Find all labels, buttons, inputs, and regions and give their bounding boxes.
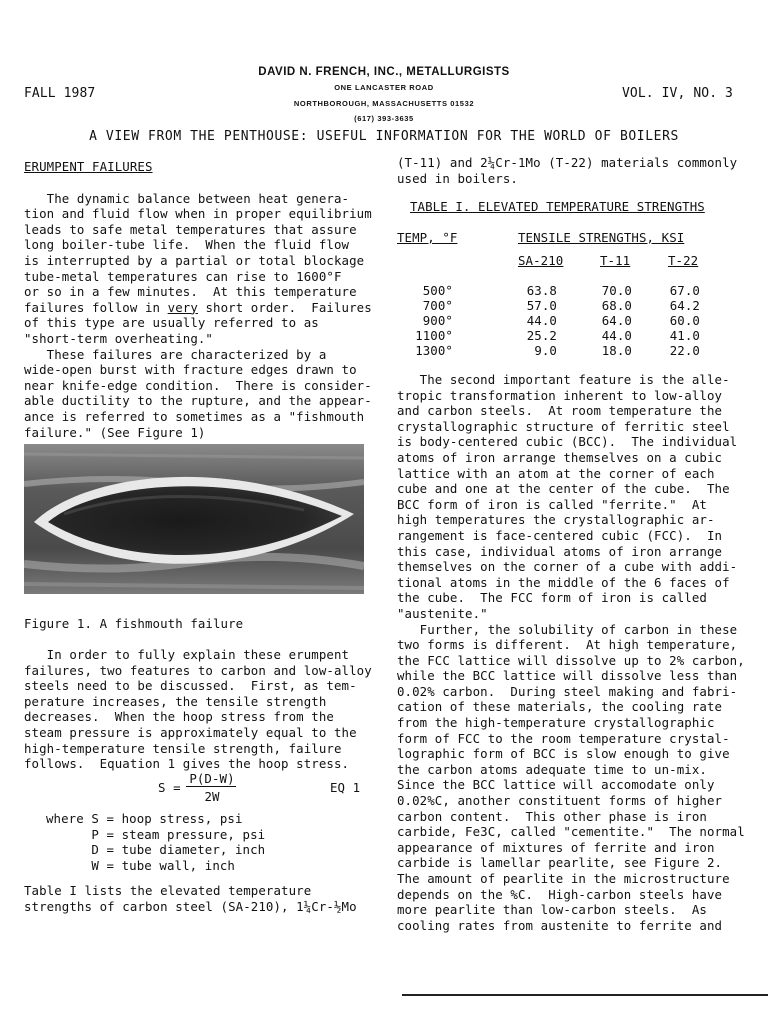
text-line: failure." (See Figure 1) [24,424,206,440]
table-cell: 64.2 [669,298,700,313]
table-title: TABLE I. ELEVATED TEMPERATURE STRENGTHS [410,199,705,214]
text-line: 0.02%C, another constituent forms of higher [397,793,723,809]
equation-lhs: S = [158,780,181,795]
table-cell: 41.0 [669,328,700,343]
left-column-lower [24,647,374,772]
table-cell: 64.0 [601,313,632,328]
text-line: form of FCC to the room temperature crystal- [397,730,730,746]
text-line: leads to safe metal temperatures that assure [24,221,357,237]
right-column-body [397,372,768,933]
table-cell: 68.0 [601,298,632,313]
text-line: while the BCC lattice will dissolve less than [397,668,738,684]
fishmouth-failure-image [24,444,364,594]
text-line: cube and one at the center of the cube. The [397,481,730,497]
equation-label: EQ 1 [330,780,361,795]
text-line: able ductility to the rupture, and the appear- [24,393,372,409]
phone-number: (617) 393-3635 [354,114,414,123]
table-header-group: TENSILE STRENGTHS, KSI [518,230,685,245]
table-cell: 70.0 [601,283,632,298]
text-line: more pearlite than low-carbon steels. As [397,902,707,918]
table-cell: 63.8 [526,283,557,298]
text-fragment: failures follow in [24,299,168,315]
text-line: The dynamic balance between heat genera- [24,190,350,206]
table-elevated-temperature-strengths [397,199,767,364]
table-cell: 9.0 [534,343,557,358]
text-line: wide-open burst with fracture edges drawn to [24,362,357,378]
address-line-1: ONE LANCASTER ROAD [334,83,434,92]
text-line: The amount of pearlite in the microstructure [397,871,730,886]
definition-line: D = tube diameter, inch [46,842,266,858]
text-line: (T-11) and 2¼Cr-1Mo (T-22) materials commonly [397,155,738,170]
text-line: 0.02% carbon. During steel making and fabri- [397,683,738,699]
table-header-t11: T-11 [600,253,631,268]
paragraph-3 [24,647,374,772]
paragraph-2 [24,347,374,441]
text-line: appearance of mixtures of ferrite and iron [397,839,715,855]
text-fragment: short order. Failures [197,299,372,315]
table-cell: 60.0 [669,313,700,328]
text-line: Further, the solubility of carbon in these [397,621,738,637]
figure-1-photo [24,444,364,594]
fraction-bar [186,786,236,787]
definition-line: W = tube wall, inch [46,857,235,873]
paragraph-1 [24,191,374,347]
table-row-temp: 700° [422,298,453,313]
company-name: DAVID N. FRENCH, INC., METALLURGISTS [258,66,510,78]
text-line: themselves on the corner of a cube with addi- [397,559,738,575]
table-row-temp: 900° [422,313,453,328]
variable-definitions [46,811,265,873]
table-cell: 67.0 [669,283,700,298]
table-cell: 44.0 [601,328,632,343]
text-line: cation of these materials, the cooling rate [397,699,723,715]
text-line: this case, individual atoms of iron arrange [397,543,723,559]
text-line: Since the BCC lattice will accomodate only [397,777,715,793]
figure-1-caption: Figure 1. A fishmouth failure [24,616,244,631]
text-line: the carbon atoms adequate time to un-mix. [397,761,707,777]
text-line: The second important feature is the alle- [397,372,730,387]
text-line: used in boilers. [397,170,518,186]
text-line: steam pressure is approximately equal to the [24,724,357,740]
text-line: "austenite." [397,605,488,621]
definition-line: where S = hoop stress, psi [46,811,243,826]
text-line: lographic form of BCC is slow enough to give [397,746,730,762]
table-cell: 57.0 [526,298,557,313]
text-line: tion and fluid flow when in proper equilibrium [24,206,372,222]
paragraph-4 [24,883,357,914]
text-line: cooling rates from austenite to ferrite and [397,917,723,933]
definition-line: P = steam pressure, psi [46,826,266,842]
table-row-temp: 500° [422,283,453,298]
text-line: is body-centered cubic (BCC). The individual [397,434,738,450]
text-line: of this type are usually referred to as [24,315,319,331]
text-line: steels need to be discussed. First, as tem- [24,678,357,694]
equation-numerator: P(D-W) [189,771,235,786]
table-row-temp: 1300° [415,343,453,358]
table-cell: 25.2 [526,328,557,343]
address-line-2: NORTHBOROUGH, MASSACHUSETTS 01532 [293,99,475,108]
text-line: tube-metal temperatures can rise to 1600°F [24,268,342,284]
text-line: In order to fully explain these erumpent [24,647,350,662]
article-heading: ERUMPENT FAILURES [24,159,153,174]
text-line: perature increases, the tensile strength [24,693,327,709]
text-line [24,300,374,316]
text-line: These failures are characterized by a [24,346,327,362]
text-line: "short-term overheating." [24,330,213,346]
text-line: depends on the %C. High-carbon steels have [397,886,723,902]
text-line: BCC form of iron is called "ferrite." At [397,496,707,512]
table-row-temp: 1100° [415,328,453,343]
emphasis-very: very [167,299,198,315]
text-line: decreases. When the hoop stress from the [24,709,334,725]
table-header-sa210: SA-210 [518,253,564,268]
text-line: tropic transformation inherent to low-alloy [397,387,723,403]
text-line: near knife-edge condition. There is consider- [24,377,372,393]
text-line: the FCC lattice will dissolve up to 2% carbon, [397,652,745,668]
text-line: rangement is face-centered cubic (FCC). In [397,527,723,543]
text-line: high-temperature tensile strength, failure [24,740,342,756]
table-cell: 18.0 [601,343,632,358]
text-line: carbon content. This other phase is iron [397,808,707,824]
text-line: crystallographic structure of ferritic steel [397,418,730,434]
text-line: follows. Equation 1 gives the hoop stress. [24,756,350,772]
text-line: and carbon steels. At room temperature the [397,403,723,419]
table-header-temp: TEMP, °F [397,230,458,245]
newsletter-subtitle: A VIEW FROM THE PENTHOUSE: USEFUL INFORMATION FOR THE WORLD OF BOILERS [89,129,679,144]
issue-season: FALL 1987 [24,86,96,101]
paragraph-allotropic [397,372,768,622]
paragraph-solubility [397,622,768,934]
text-line: from the high-temperature crystallographic [397,715,715,731]
text-line: atoms of iron arrange themselves on a cubic [397,449,723,465]
text-line: two forms is different. At high temperature, [397,637,738,653]
left-column [24,159,374,440]
table-cell: 22.0 [669,343,700,358]
equation-denominator: 2W [204,789,220,804]
text-line: strengths of carbon steel (SA-210), 1¼Cr-½Mo [24,898,357,914]
text-line: the cube. The FCC form of iron is called [397,590,707,606]
text-line: tional atoms in the middle of the 6 faces of [397,574,730,590]
text-line: carbide is lamellar pearlite, see Figure 2. [397,855,723,871]
text-line: ance is referred to sometimes as a "fishmouth [24,408,365,424]
text-line: is interrupted by a partial or total blockage [24,252,365,268]
text-line: Table I lists the elevated temperature [24,883,312,898]
table-header-t22: T-22 [668,253,699,268]
text-line: lattice with an atom at the corner of each [397,465,715,481]
text-line: failures, two features to carbon and low-alloy [24,662,372,678]
table-cell: 44.0 [526,313,557,328]
text-line: or so in a few minutes. At this temperature [24,284,357,300]
right-column [397,155,768,186]
issue-volume: VOL. IV, NO. 3 [622,86,733,101]
text-line: high temperatures the crystallographic ar- [397,512,715,528]
bottom-rule [402,994,768,996]
text-line: carbide, Fe3C, called "cementite." The normal [397,824,745,840]
text-line: long boiler-tube life. When the fluid flow [24,237,350,253]
